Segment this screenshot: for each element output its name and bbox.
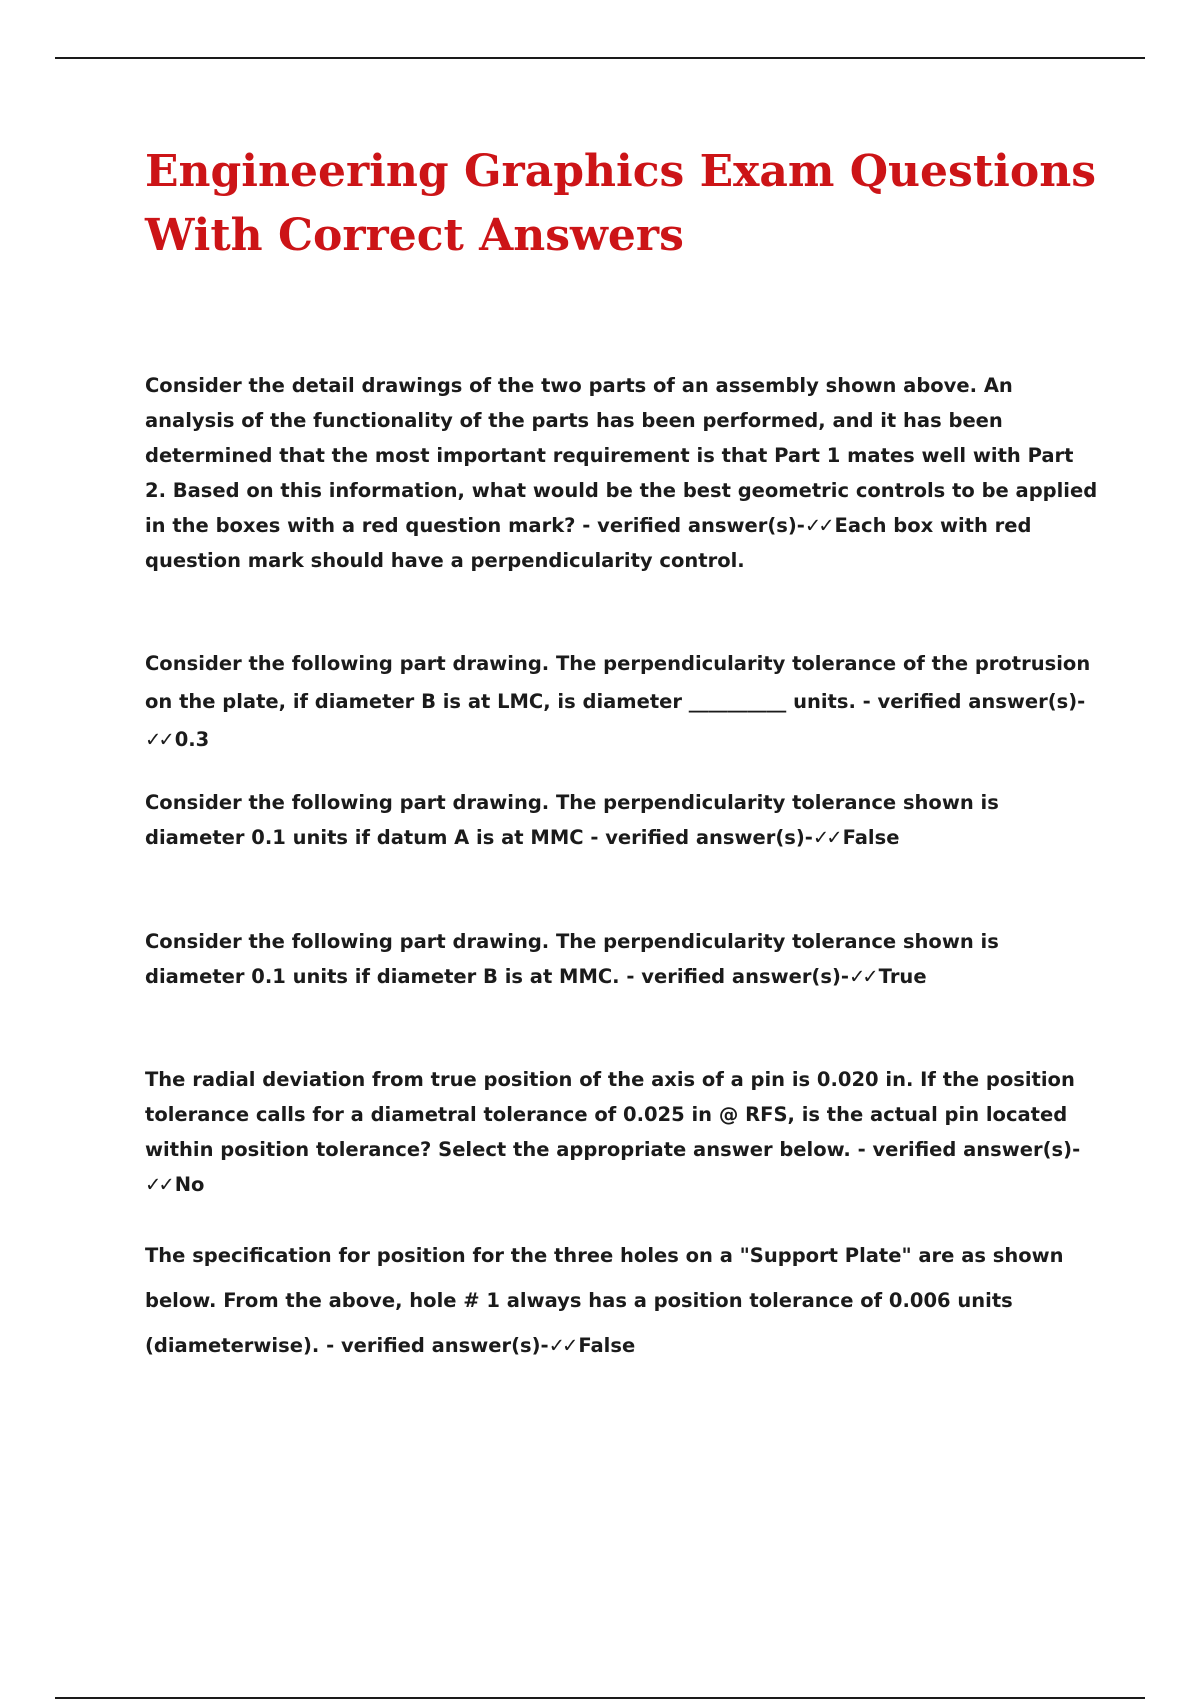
footer-rule: [55, 1697, 1145, 1699]
double-check-icon: ✓✓: [548, 1334, 576, 1357]
answer-separator: - verified answer(s)-: [575, 514, 805, 537]
answer-text: 0.3: [174, 728, 210, 751]
qa-item: [145, 785, 1100, 855]
answer-separator: - verified answer(s)-: [850, 1138, 1081, 1161]
answer-text: False: [578, 1334, 636, 1357]
answer-text: Each box with red question mark should have a perpendicularity control.: [145, 514, 1032, 572]
question-text: The specification for position for the three holes on a "Support Plate" are as shown below. From the above, hole # 1 always has a position tolerance of 0.006 units (diameterwise).: [145, 1244, 1064, 1357]
double-check-icon: ✓✓: [804, 514, 832, 537]
answer-text: True: [878, 965, 927, 988]
qa-item: [145, 1062, 1100, 1202]
qa-item: [145, 1233, 1100, 1368]
document-title: Engineering Graphics Exam Questions With Correct Answers: [145, 146, 1096, 261]
question-text: The radial deviation from true position of the axis of a pin is 0.020 in. If the position tolerance calls for a diametral tolerance of 0.025 in @ RFS, is the actual pin located within position tolerance? Select the appropriate answer below.: [145, 1068, 1075, 1161]
question-text: Consider the following part drawing. The perpendicularity tolerance shown is diameter 0.1 units if datum A is at MMC: [145, 791, 999, 849]
qa-item: [145, 368, 1100, 578]
double-check-icon: ✓✓: [145, 1173, 172, 1196]
qa-item: [145, 924, 1100, 994]
double-check-icon: ✓✓: [812, 826, 840, 849]
qa-item: [145, 645, 1100, 759]
answer-separator: - verified answer(s)-: [319, 1334, 549, 1357]
answer-separator: - verified answer(s)-: [583, 826, 813, 849]
answer-separator: - verified answer(s)-: [619, 965, 849, 988]
header-rule: [55, 57, 1145, 59]
double-check-icon: ✓✓: [848, 965, 876, 988]
double-check-icon: ✓✓: [145, 728, 172, 751]
answer-text: No: [174, 1173, 205, 1196]
question-text: Consider the detail drawings of the two parts of an assembly shown above. An analysis of the functionality of the parts has been performed, and it has been determined that the most important requirement is that Part 1 mates well with Part 2. Based on this information, what would be the best geometric controls to be applied in the boxes with a red question mark?: [145, 374, 1098, 537]
answer-separator: - verified answer(s)-: [855, 690, 1086, 713]
question-text: Consider the following part drawing. The perpendicularity tolerance of the protrusion on the plate, if diameter B is at LMC, is diameter __________ units.: [145, 652, 1091, 713]
answer-text: False: [842, 826, 900, 849]
question-text: Consider the following part drawing. The perpendicularity tolerance shown is diameter 0.1 units if diameter B is at MMC.: [145, 930, 999, 988]
